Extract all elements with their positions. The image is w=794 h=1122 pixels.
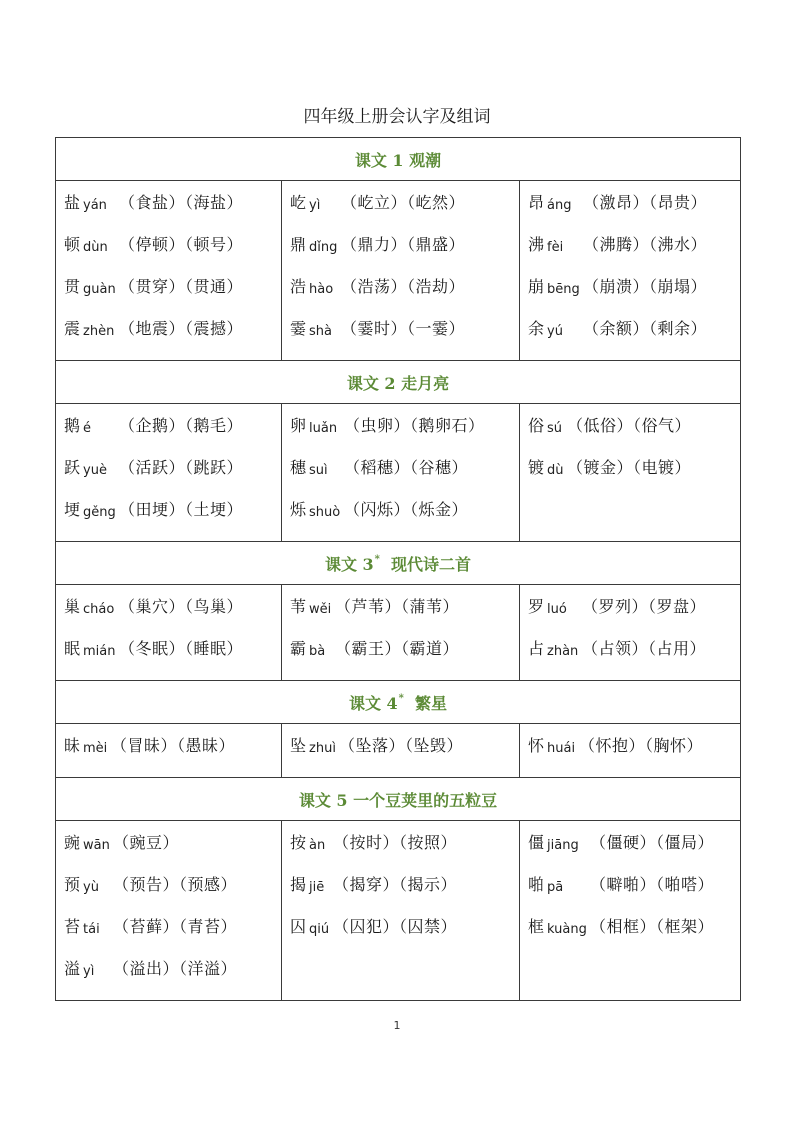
- section-content-row: [56, 724, 741, 778]
- section-content-row: [56, 821, 741, 1001]
- character-entry: [528, 276, 740, 318]
- word-examples: （噼啪）（啪嗒）: [590, 875, 715, 894]
- word-examples: （活跃）（跳跃）: [119, 458, 244, 477]
- pinyin: sú: [547, 421, 563, 436]
- word-examples: （芦苇）（蒲苇）: [335, 597, 460, 616]
- word-examples: （冬眠）（睡眠）: [119, 639, 244, 658]
- character: 沸: [528, 235, 545, 254]
- pinyin: yán: [83, 198, 107, 213]
- character-column: [520, 585, 741, 681]
- word-examples: （激昂）（昂贵）: [583, 193, 708, 212]
- pinyin: bēng: [547, 282, 580, 297]
- word-examples: （闪烁）（烁金）: [344, 500, 469, 519]
- word-examples: （田埂）（土埂）: [119, 500, 244, 519]
- character: 坠: [290, 736, 307, 755]
- character: 罗: [528, 597, 545, 616]
- section-title-text: 课文 3: [324, 554, 374, 574]
- section-title-text: 课文 4: [348, 693, 398, 713]
- vocabulary-table: [55, 137, 741, 1001]
- pinyin: jiāng: [547, 838, 579, 853]
- character: 鹅: [64, 416, 81, 435]
- character: 囚: [290, 917, 307, 936]
- character-column: [56, 404, 282, 542]
- pinyin: hào: [309, 282, 334, 297]
- word-examples: （豌豆）: [113, 833, 180, 852]
- character: 苇: [290, 597, 307, 616]
- character-entry: [528, 916, 740, 958]
- character: 贯: [64, 277, 81, 296]
- pinyin: zhàn: [547, 644, 579, 659]
- word-examples: （相框）（框架）: [590, 917, 715, 936]
- character-entry: [290, 499, 519, 541]
- character-column: [520, 181, 741, 361]
- word-examples: （崩溃）（崩塌）: [583, 277, 708, 296]
- section-title-text: 课文 2 走月亮: [346, 373, 450, 393]
- word-examples: （低俗）（俗气）: [567, 416, 692, 435]
- character-entry: [64, 457, 281, 499]
- character: 烁: [290, 500, 307, 519]
- pinyin: cháo: [83, 602, 115, 617]
- word-examples: （罗列）（罗盘）: [582, 597, 707, 616]
- section-content-row: [56, 585, 741, 681]
- character: 卵: [290, 416, 307, 435]
- word-examples: （僵硬）（僵局）: [590, 833, 715, 852]
- word-examples: （贯穿）（贯通）: [119, 277, 244, 296]
- character-entry: [528, 415, 740, 457]
- word-examples: （苔藓）（青苔）: [113, 917, 238, 936]
- character: 按: [290, 833, 307, 852]
- pinyin: tái: [83, 922, 100, 937]
- character: 顿: [64, 235, 81, 254]
- character: 预: [64, 875, 81, 894]
- pinyin: zhuì: [309, 741, 336, 756]
- pinyin: pā: [547, 880, 564, 895]
- word-examples: （坠落）（坠毁）: [339, 736, 464, 755]
- character: 揭: [290, 875, 307, 894]
- pinyin: zhèn: [83, 324, 115, 339]
- character-entry: [64, 234, 281, 276]
- word-examples: （囚犯）（囚禁）: [333, 917, 458, 936]
- section-header-row: [56, 138, 741, 181]
- character-entry: [290, 596, 519, 638]
- character: 巢: [64, 597, 81, 616]
- character-entry: [64, 735, 281, 777]
- pinyin: dǐng: [309, 240, 338, 255]
- section-content-row: [56, 404, 741, 542]
- word-examples: （揭穿）（揭示）: [333, 875, 458, 894]
- pinyin: yú: [547, 324, 563, 339]
- pinyin: àn: [309, 838, 326, 853]
- character-entry: [528, 638, 740, 680]
- character-entry: [290, 192, 519, 234]
- character: 框: [528, 917, 545, 936]
- character-entry: [290, 318, 519, 360]
- character: 怀: [528, 736, 545, 755]
- word-examples: （巢穴）（鸟巢）: [119, 597, 244, 616]
- section-header-row: [56, 542, 741, 585]
- section-title: [56, 778, 741, 821]
- optional-lesson-mark: *: [398, 692, 404, 704]
- pinyin: shuò: [309, 505, 341, 520]
- word-examples: （按时）（按照）: [333, 833, 458, 852]
- character-entry: [528, 234, 740, 276]
- character: 僵: [528, 833, 545, 852]
- pinyin: guàn: [83, 282, 116, 297]
- character-entry: [290, 735, 519, 777]
- pinyin: wān: [83, 838, 110, 853]
- character-entry: [290, 832, 519, 874]
- word-examples: （怀抱）（胸怀）: [579, 736, 704, 755]
- character-column: [56, 585, 282, 681]
- pinyin: yù: [83, 880, 99, 895]
- word-examples: （溢出）（洋溢）: [113, 959, 238, 978]
- character-entry: [290, 276, 519, 318]
- word-examples: （鼎力）（鼎盛）: [341, 235, 466, 254]
- character-column: [282, 404, 520, 542]
- character-entry: [528, 832, 740, 874]
- character: 昂: [528, 193, 545, 212]
- pinyin: yì: [83, 964, 95, 979]
- character-entry: [290, 457, 519, 499]
- character: 豌: [64, 833, 81, 852]
- character-entry: [528, 457, 740, 499]
- pinyin: suì: [309, 463, 328, 478]
- character: 霎: [290, 319, 307, 338]
- page-number: 1: [393, 1019, 401, 1032]
- word-examples: （镀金）（电镀）: [567, 458, 692, 477]
- character-entry: [64, 415, 281, 457]
- character-entry: [64, 192, 281, 234]
- character-entry: [64, 276, 281, 318]
- character-entry: [290, 638, 519, 680]
- character-entry: [528, 318, 740, 360]
- optional-lesson-mark: *: [374, 553, 380, 565]
- pinyin: qiú: [309, 922, 330, 937]
- character-entry: [64, 874, 281, 916]
- character: 余: [528, 319, 545, 338]
- character-entry: [64, 318, 281, 360]
- section-title: [56, 138, 741, 181]
- pinyin: wěi: [309, 602, 332, 617]
- character: 啪: [528, 875, 545, 894]
- character-column: [282, 585, 520, 681]
- page-title: 四年级上册会认字及组词: [303, 107, 491, 127]
- character-entry: [290, 874, 519, 916]
- character-entry: [64, 958, 281, 1000]
- word-examples: （浩荡）（浩劫）: [341, 277, 466, 296]
- section-title-name: 繁星: [415, 693, 448, 713]
- character-column: [56, 181, 282, 361]
- character: 俗: [528, 416, 545, 435]
- character-entry: [64, 832, 281, 874]
- word-examples: （余额）（剩余）: [583, 319, 708, 338]
- character-column: [56, 724, 282, 778]
- pinyin: mián: [83, 644, 116, 659]
- word-examples: （沸腾）（沸水）: [583, 235, 708, 254]
- character-entry: [528, 596, 740, 638]
- section-header-row: [56, 681, 741, 724]
- character: 崩: [528, 277, 545, 296]
- word-examples: （地震）（震撼）: [119, 319, 244, 338]
- character-entry: [290, 916, 519, 958]
- character: 昧: [64, 736, 81, 755]
- character-column: [520, 404, 741, 542]
- pinyin: dùn: [83, 240, 108, 255]
- character: 溢: [64, 959, 81, 978]
- pinyin: kuàng: [547, 922, 587, 937]
- pinyin: áng: [547, 198, 572, 213]
- character-column: [520, 724, 741, 778]
- word-examples: （冒昧）（愚昧）: [111, 736, 236, 755]
- word-examples: （屹立）（屹然）: [341, 193, 466, 212]
- pinyin: jiē: [309, 880, 325, 895]
- character: 浩: [290, 277, 307, 296]
- pinyin: bà: [309, 644, 326, 659]
- character-entry: [64, 638, 281, 680]
- section-title: [56, 542, 741, 585]
- character: 苔: [64, 917, 81, 936]
- character: 跃: [64, 458, 81, 477]
- pinyin: yuè: [83, 463, 107, 478]
- vocabulary-table-body: [56, 138, 741, 1001]
- section-content-row: [56, 181, 741, 361]
- word-examples: （企鹅）（鹅毛）: [119, 416, 244, 435]
- character: 震: [64, 319, 81, 338]
- character-column: [520, 821, 741, 1001]
- character-entry: [290, 415, 519, 457]
- character-entry: [528, 735, 740, 777]
- character: 霸: [290, 639, 307, 658]
- character: 屹: [290, 193, 307, 212]
- character-column: [282, 181, 520, 361]
- pinyin: é: [83, 421, 92, 436]
- pinyin: luǎn: [309, 421, 338, 436]
- word-examples: （霎时）（一霎）: [341, 319, 466, 338]
- character: 埂: [64, 500, 81, 519]
- word-examples: （霸王）（霸道）: [335, 639, 460, 658]
- character: 鼎: [290, 235, 307, 254]
- pinyin: mèi: [83, 741, 108, 756]
- word-examples: （占领）（占用）: [582, 639, 707, 658]
- character-column: [282, 821, 520, 1001]
- character-entry: [64, 916, 281, 958]
- character-entry: [528, 874, 740, 916]
- section-title: [56, 681, 741, 724]
- character-column: [56, 821, 282, 1001]
- section-title-name: 现代诗二首: [391, 554, 472, 574]
- pinyin: fèi: [547, 240, 564, 255]
- character: 镀: [528, 458, 545, 477]
- section-header-row: [56, 361, 741, 404]
- character-entry: [528, 192, 740, 234]
- title-spacer: [404, 694, 415, 713]
- character: 眠: [64, 639, 81, 658]
- pinyin: shà: [309, 324, 332, 339]
- word-examples: （停顿）（顿号）: [119, 235, 244, 254]
- section-title-text: 课文 1 观潮: [354, 150, 442, 170]
- character: 盐: [64, 193, 81, 212]
- character-entry: [64, 596, 281, 638]
- word-examples: （虫卵）（鹅卵石）: [344, 416, 485, 435]
- title-spacer: [380, 555, 391, 574]
- section-title-text: 课文 5 一个豆荚里的五粒豆: [298, 790, 498, 810]
- character-entry: [290, 234, 519, 276]
- character: 占: [528, 639, 545, 658]
- pinyin: dù: [547, 463, 564, 478]
- character-entry: [64, 499, 281, 541]
- pinyin: gěng: [83, 505, 116, 520]
- pinyin: huái: [547, 741, 576, 756]
- word-examples: （食盐）（海盐）: [119, 193, 244, 212]
- pinyin: luó: [547, 602, 567, 617]
- pinyin: yì: [309, 198, 321, 213]
- section-title: [56, 361, 741, 404]
- character-column: [282, 724, 520, 778]
- word-examples: （预告）（预感）: [113, 875, 238, 894]
- word-examples: （稻穗）（谷穗）: [344, 458, 469, 477]
- character: 穗: [290, 458, 307, 477]
- section-header-row: [56, 778, 741, 821]
